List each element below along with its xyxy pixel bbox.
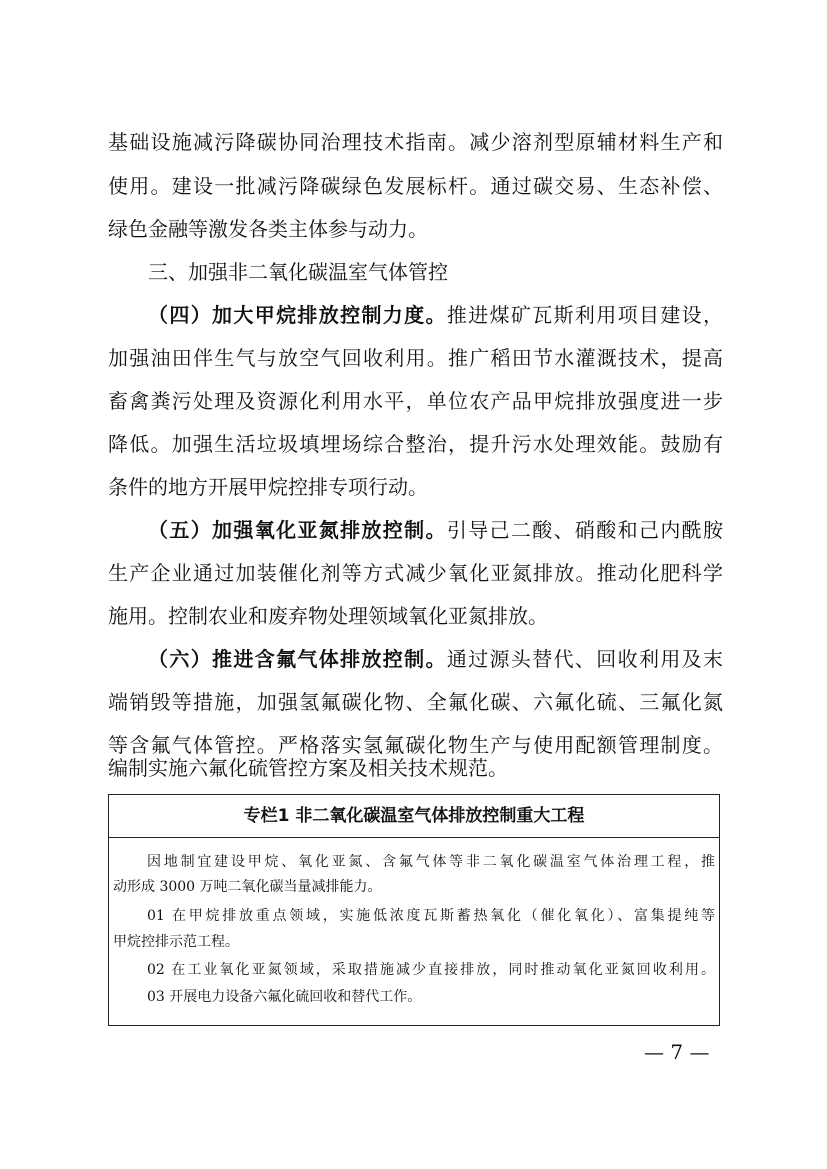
paragraph-line: 使用。建设一批减污降碳绿色发展标杆。通过碳交易、生态补偿、 — [108, 174, 723, 198]
paragraph-heading: （五）加强氧化亚氮排放控制。 — [148, 518, 447, 542]
page-number: — 7 — — [644, 1040, 710, 1064]
paragraph-heading: （四）加大甲烷排放控制力度。 — [148, 303, 447, 327]
paragraph-line: 端销毁等措施，加强氢氟碳化物、全氟化碳、六氟化硫、三氟化氮 — [108, 690, 723, 714]
paragraph-line: 施用。控制农业和废弃物处理领域氧化亚氮排放。 — [108, 604, 548, 628]
paragraph-text: 引导己二酸、硝酸和己内酰胺 — [446, 518, 724, 542]
paragraph-line: 基础设施减污降碳协同治理技术指南。减少溶剂型原辅材料生产和 — [108, 130, 723, 154]
paragraph-line: 生产企业通过加装催化剂等方式减少氧化亚氮排放。推动化肥科学 — [108, 561, 723, 585]
paragraph-first-line — [148, 647, 723, 671]
section-heading: 三、加强非二氧化碳温室气体管控 — [148, 260, 448, 284]
paragraph-text: 通过源头替代、回收利用及末 — [446, 647, 724, 671]
box-line: 02 在工业氧化亚氮领域，采取措施减少直接排放，同时推动氧化亚氮回收利用。 — [147, 962, 715, 978]
box-line: 因地制宜建设甲烷、氧化亚氮、含氟气体等非二氧化碳温室气体治理工程，推 — [147, 854, 715, 870]
box-line: 01 在甲烷排放重点领域，实施低浓度瓦斯蓄热氧化（催化氧化）、富集提纯等 — [147, 908, 715, 924]
box-line: 甲烷控排示范工程。 — [113, 934, 239, 950]
paragraph-line: 条件的地方开展甲烷控排专项行动。 — [108, 475, 428, 499]
box-line: 动形成 3000 万吨二氧化碳当量减排能力。 — [113, 879, 382, 895]
paragraph-line: 编制实施六氟化硫管控方案及相关技术规范。 — [108, 756, 508, 780]
box-line: 03 开展电力设备六氟化硫回收和替代工作。 — [147, 989, 422, 1005]
paragraph-text: 推进煤矿瓦斯利用项目建设， — [446, 303, 724, 327]
paragraph-first-line — [148, 518, 723, 542]
special-column-box — [108, 794, 720, 1026]
paragraph-line: 等含氟气体管控。严格落实氢氟碳化物生产与使用配额管理制度。 — [108, 733, 723, 757]
paragraph-first-line — [148, 303, 723, 327]
paragraph-line: 畜禽粪污处理及资源化利用水平，单位农产品甲烷排放强度进一步 — [108, 389, 723, 413]
paragraph-line: 降低。加强生活垃圾填埋场综合整治，提升污水处理效能。鼓励有 — [108, 432, 723, 456]
paragraph-line: 加强油田伴生气与放空气回收利用。推广稻田节水灌溉技术，提高 — [108, 346, 723, 370]
paragraph-line: 绿色金融等激发各类主体参与动力。 — [108, 217, 428, 241]
box-title: 专栏1 非二氧化碳温室气体排放控制重大工程 — [109, 795, 719, 838]
paragraph-heading: （六）推进含氟气体排放控制。 — [148, 647, 447, 671]
